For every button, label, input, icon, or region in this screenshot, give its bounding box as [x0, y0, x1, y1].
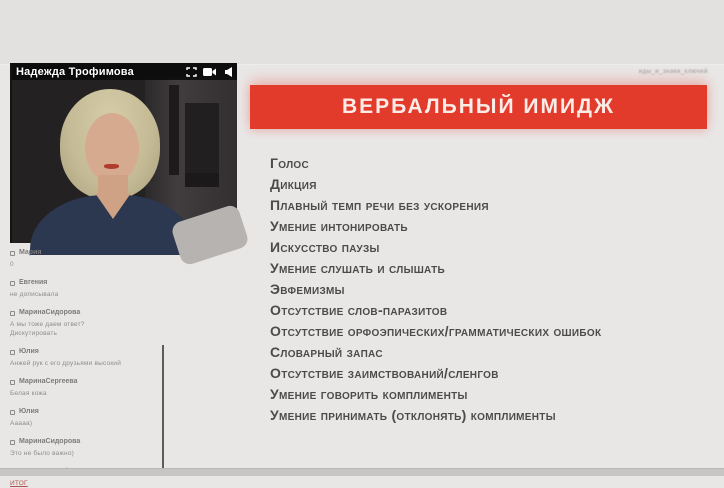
- chat-message-text: 0: [10, 261, 14, 268]
- video-titlebar: [12, 63, 237, 80]
- user-avatar-icon: [10, 350, 15, 355]
- chat-author-name: Юлия: [19, 408, 39, 415]
- slide-bullet-item: Дикция: [270, 176, 317, 192]
- chat-author-name: Мария: [19, 249, 42, 256]
- speaker-icon[interactable]: [223, 67, 233, 77]
- chat-author: [10, 407, 162, 417]
- chat-message: [10, 308, 162, 338]
- user-avatar-icon: [10, 440, 15, 445]
- slide-bullet-item: Эвфемизмы: [270, 281, 345, 297]
- chat-author: [10, 437, 162, 447]
- chat-message: [10, 347, 162, 368]
- chat-message: [10, 278, 162, 299]
- slide-title: ВЕРБАЛЬНЫЙ ИМИДЖ: [342, 95, 615, 118]
- chat-author: [10, 248, 162, 258]
- slide-bullet-item: Умение интонировать: [270, 218, 408, 234]
- slide-bullet-item: Плавный темп речи без ускорения: [270, 197, 489, 213]
- chat-message: [10, 437, 162, 458]
- slide-title-banner: [250, 85, 707, 129]
- slide-bullet-item: Отсутствие заимствований/сленгов: [270, 365, 499, 381]
- chat-author: [10, 347, 162, 357]
- video-background-shelf: [169, 85, 179, 175]
- chat-author-name: МаринаСидорова: [19, 438, 81, 445]
- slide-bullet-list: [270, 153, 720, 426]
- user-avatar-icon: [10, 251, 15, 256]
- chat-author-name: Евгения: [19, 279, 48, 286]
- chat-message-text: ИТОГ: [10, 480, 28, 487]
- slide-bullet-item: Словарный запас: [270, 344, 383, 360]
- slide-bullet-item: Умение принимать (отклонять) комплименты: [270, 407, 556, 423]
- chat-message-text: не дописывала: [10, 291, 59, 298]
- chat-author-name: Юлия: [19, 348, 39, 355]
- slide-bullet-item: Отсутствие орфоэпических/грамматических ошибок: [270, 323, 602, 339]
- top-band: [0, 0, 724, 65]
- slide-bullet-item: Искусство паузы: [270, 239, 380, 255]
- chat-message-text: Анжей рук с его друзьями высокий: [10, 360, 122, 367]
- chat-message: [10, 407, 162, 428]
- slide-bullet-item: Голос: [270, 155, 309, 171]
- chat-author: [10, 377, 162, 387]
- chat-scrollbar[interactable]: [162, 345, 164, 469]
- slide-watermark: иды_и_знаки_ключей: [638, 69, 708, 75]
- fullscreen-icon[interactable]: [186, 67, 197, 77]
- chat-author: [10, 308, 162, 318]
- slide-bullet-item: Умение говорить комплименты: [270, 386, 468, 402]
- user-avatar-icon: [10, 311, 15, 316]
- user-avatar-icon: [10, 380, 15, 385]
- webcam-video-tile[interactable]: [10, 63, 237, 243]
- speaker-chest: [95, 193, 131, 219]
- chat-message-text: Это не было важно): [10, 450, 75, 457]
- chat-panel[interactable]: [0, 243, 170, 487]
- video-background-shelf: [185, 103, 219, 173]
- slide-bullet-item: Умение слушать и слышать: [270, 260, 445, 276]
- speaker-name-label: Надежда Трофимова: [16, 65, 134, 78]
- slide-bullet-item: Отсутствие слов-паразитов: [270, 302, 448, 318]
- chat-message: [10, 377, 162, 398]
- speaker-face: [85, 113, 139, 183]
- chat-author: [10, 278, 162, 288]
- chat-author-name: МаринаСергеева: [19, 378, 78, 385]
- speaker-lips: [104, 164, 119, 169]
- chat-message-text: А мы тоже даем ответ? Дискутировать: [10, 321, 85, 337]
- bottom-taskbar-strip: [0, 468, 724, 476]
- chat-message-text: Ааааа): [10, 420, 33, 427]
- chat-author-name: МаринаСидорова: [19, 309, 81, 316]
- user-avatar-icon: [10, 410, 15, 415]
- user-avatar-icon: [10, 281, 15, 286]
- chat-message: [10, 248, 162, 269]
- chat-message-text: Белая кожа: [10, 390, 47, 397]
- camera-icon[interactable]: [203, 67, 217, 77]
